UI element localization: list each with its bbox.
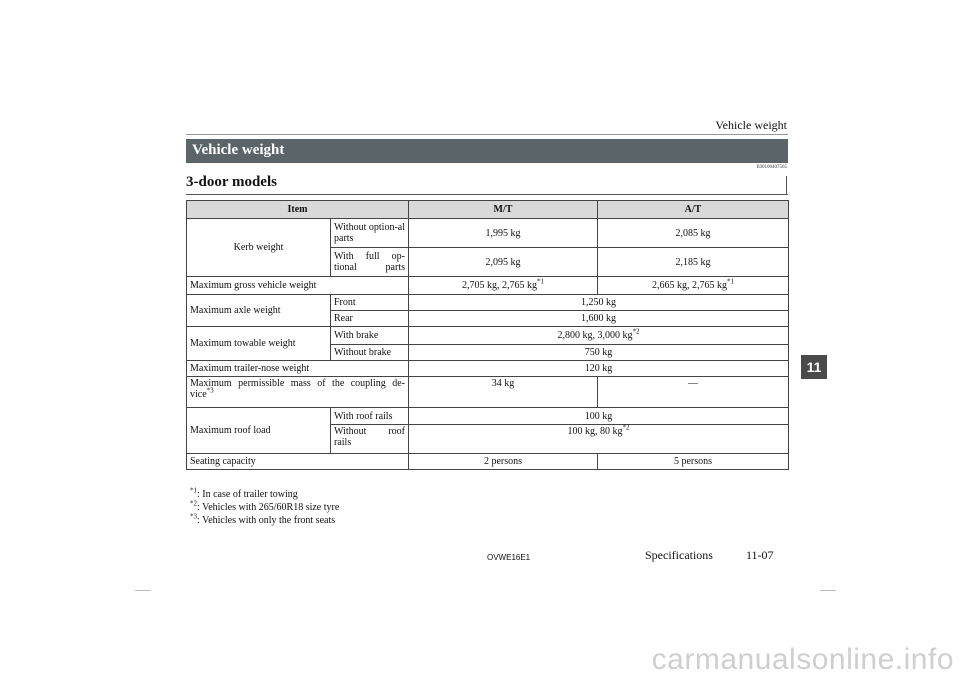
- with-rails-value: 100 kg: [409, 408, 789, 425]
- footnote: [190, 514, 339, 527]
- document-code: E00100407565: [756, 165, 787, 170]
- footnote-mark: *1: [190, 486, 197, 495]
- without-rails-value-text: 100 kg, 80 kg: [567, 426, 623, 437]
- max-gross-mt: [409, 277, 598, 295]
- crop-mark: [135, 590, 151, 591]
- section-banner: [186, 139, 788, 163]
- table-row: [187, 295, 789, 311]
- seating-mt: 2 persons: [409, 454, 598, 470]
- subheading-tick: [786, 176, 787, 194]
- kerb-with-at: 2,185 kg: [598, 248, 789, 277]
- page-number: 11-07: [746, 548, 774, 562]
- table-row: [187, 361, 789, 377]
- kerb-weight-label: Kerb weight: [187, 219, 331, 277]
- vehicle-weight-table: [186, 200, 789, 470]
- coupling-label-line1: Maximum permissible mass of the coupling de-: [190, 378, 405, 389]
- footnote-ref: *2: [632, 327, 640, 336]
- roof-load-label: Maximum roof load: [187, 408, 331, 454]
- without-rails-label: Without roof rails: [331, 425, 409, 454]
- header-mt: M/T: [409, 201, 598, 219]
- max-gross-at: [598, 277, 789, 295]
- coupling-label-line2: vice: [190, 389, 207, 400]
- with-brake-value-text: 2,800 kg, 3,000 kg: [557, 330, 633, 341]
- header-item: Item: [187, 201, 409, 219]
- max-towable-label: Maximum towable weight: [187, 327, 331, 361]
- footnote-mark: *3: [190, 512, 197, 521]
- seating-label: Seating capacity: [187, 454, 409, 470]
- footnote-ref: *1: [537, 277, 544, 286]
- footnote-text: : Vehicles with only the front seats: [197, 515, 336, 526]
- footnote-mark: *2: [190, 499, 197, 508]
- table-row: [187, 408, 789, 425]
- crop-mark: [820, 590, 836, 591]
- footnote-ref: *3: [206, 386, 214, 395]
- coupling-label: [187, 377, 409, 408]
- seating-at: 5 persons: [598, 454, 789, 470]
- footnote-ref: *2: [622, 423, 630, 432]
- footnote: [190, 488, 339, 501]
- footer-section: Specifications: [645, 548, 713, 562]
- front-value: 1,250 kg: [409, 295, 789, 311]
- footnote-text: : In case of trailer towing: [197, 489, 298, 500]
- coupling-at: —: [598, 377, 789, 408]
- without-rails-value: [409, 425, 789, 454]
- page-header: Vehicle weight: [715, 118, 787, 132]
- front-label: Front: [331, 295, 409, 311]
- with-options-label: With full op-tional parts: [331, 248, 409, 277]
- trailer-nose-value: 120 kg: [409, 361, 789, 377]
- footnote: [190, 501, 339, 514]
- trailer-nose-label: Maximum trailer-nose weight: [187, 361, 409, 377]
- footnote-text: : Vehicles with 265/60R18 size tyre: [197, 502, 340, 513]
- max-axle-label: Maximum axle weight: [187, 295, 331, 327]
- model-code: OVWE16E1: [487, 553, 531, 562]
- max-gross-mt-value: 2,705 kg, 2,765 kg: [462, 280, 537, 291]
- watermark: carmanualsonline.info: [651, 643, 954, 676]
- rear-value: 1,600 kg: [409, 311, 789, 327]
- footnote-ref: *1: [727, 277, 734, 286]
- table-row: [187, 454, 789, 470]
- table-header-row: [187, 201, 789, 219]
- without-brake-value: 750 kg: [409, 345, 789, 361]
- with-brake-label: With brake: [331, 327, 409, 345]
- kerb-without-mt: 1,995 kg: [409, 219, 598, 248]
- table-row: [187, 219, 789, 248]
- max-gross-label: Maximum gross vehicle weight: [187, 277, 409, 295]
- header-rule: [186, 134, 788, 135]
- table-row: [187, 327, 789, 345]
- table-row: [187, 277, 789, 295]
- kerb-without-at: 2,085 kg: [598, 219, 789, 248]
- kerb-with-mt: 2,095 kg: [409, 248, 598, 277]
- with-rails-label: With roof rails: [331, 408, 409, 425]
- footnotes: [190, 488, 339, 527]
- table-row: [187, 377, 789, 408]
- without-options-label: Without option-al parts: [331, 219, 409, 248]
- with-brake-value: [409, 327, 789, 345]
- subheading-rule: [186, 194, 788, 195]
- rear-label: Rear: [331, 311, 409, 327]
- header-at: A/T: [598, 201, 789, 219]
- without-brake-label: Without brake: [331, 345, 409, 361]
- chapter-tab[interactable]: 11: [801, 355, 827, 379]
- subheading: 3-door models: [186, 174, 277, 190]
- max-gross-at-value: 2,665 kg, 2,765 kg: [652, 280, 727, 291]
- coupling-mt: 34 kg: [409, 377, 598, 408]
- section-title: Vehicle weight: [192, 142, 285, 158]
